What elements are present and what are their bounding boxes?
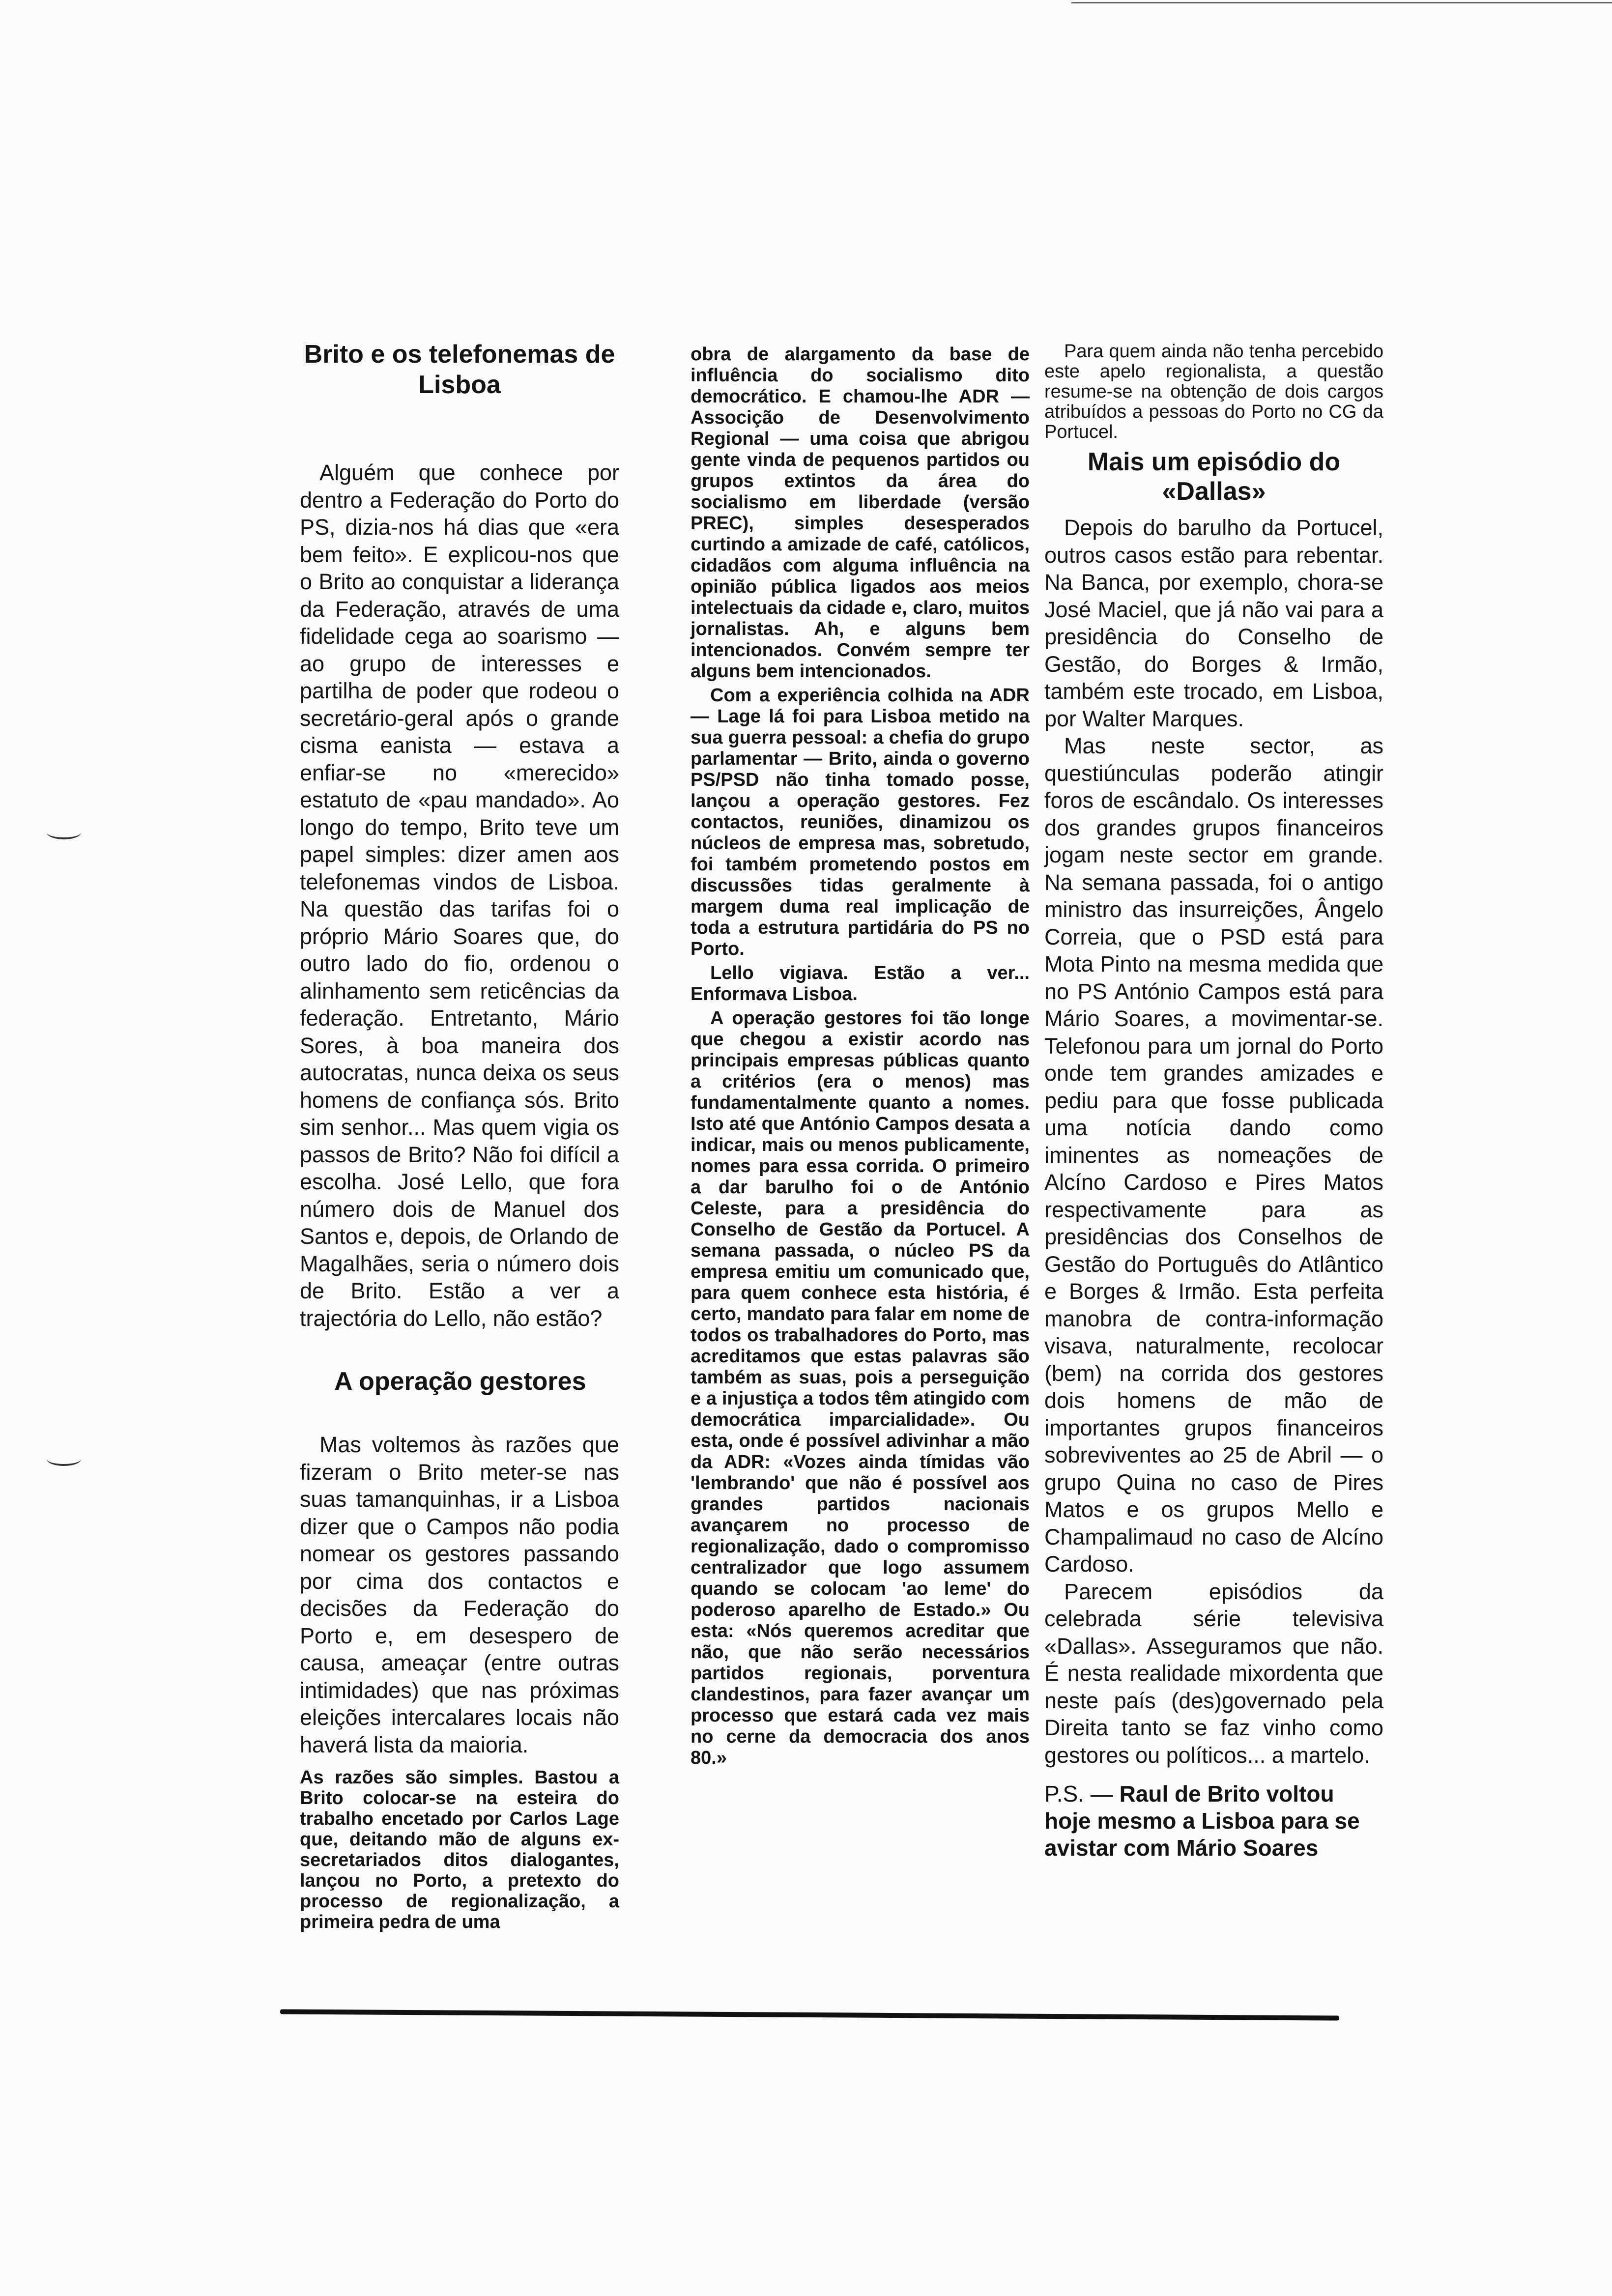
punch-hole-mark (47, 826, 81, 839)
article-column-1 (300, 339, 619, 1932)
postscript-text: Raul de Brito voltou hoje mesmo a Lisboa para se avistar com Mário Soares (1044, 1781, 1360, 1861)
paragraph: As razões são simples. Bastou a Brito colocar-se na esteira do trabalho encetado por Carlos Lage que, deitando mão de alguns ex-secretariados ditos dialogantes, lançou no Porto, a pretexto do processo de regionalização, a primeira pedra de uma (300, 1767, 619, 1932)
paragraph: Mas neste sector, as questiúnculas poderão atingir foros de escândalo. Os interesses dos grandes grupos financeiros jogam neste sector em grande. Na semana passada, foi o antigo ministro das insurreições, Ângelo Correia, que o PSD está para Mota Pinto na mesma medida que no PS António Campos está para Mário Soares, a movimentar-se. Telefonou para um jornal do Porto onde tem grandes amizades e pediu para que fosse publicada uma notícia dando como iminentes as nomeações de Alcíno Cardoso e Pires Matos respectivamente para as presidências dos Conselhos de Gestão do Português do Atlântico e Borges & Irmão. Esta perfeita manobra de contra-informação visava, naturalmente, recolocar (bem) na corrida dos gestores dois homens de mão de importantes grupos financeiros sobreviventes ao 25 de Abril — o grupo Quina no caso de Pires Matos e os grupos Mello e Champalimaud no caso de Alcíno Cardoso. (1044, 733, 1383, 1577)
paragraph: Para quem ainda não tenha percebido este apelo regionalista, a questão resume-se na obtenção de dois cargos atribuídos a pessoas do Porto no CG da Portucel. (1044, 341, 1383, 442)
subhead-operacao-gestores: A operação gestores (334, 1367, 586, 1396)
postscript-label: P.S. — (1044, 1781, 1113, 1807)
punch-hole-mark (47, 1452, 81, 1466)
paragraph: Depois do barulho da Portucel, outros casos estão para rebentar. Na Banca, por exemplo, chora-se José Maciel, que já não vai para a presidência do Conselho de Gestão, do Borges & Irmão, também este trocado, em Lisboa, por Walter Marques. (1044, 515, 1383, 731)
paragraph: A operação gestores foi tão longe que chegou a existir acordo nas principais empresas públicas quanto a critérios (era o menos) mas fundamentalmente quanto a nomes. Isto até que António Campos desata a indicar, mais ou menos publicamente, nomes para essa corrida. O primeiro a dar barulho foi o de António Celeste, para a presidência do Conselho de Gestão da Portucel. A semana passada, o núcleo PS da empresa emitiu um comunicado que, para quem conhece esta história, é certo, mandato para falar em nome de todos os trabalhadores do Porto, mas acreditamos que estas palavras são também as suas, pois a perseguição e a injustiça a todos têm atingido com democrática imparcialidade». Ou esta, onde é possível adivinhar a mão da ADR: «Vozes ainda tímidas vão 'lembrando' que não é possível aos grandes partidos nacionais avançarem no processo de regionalização, dado o compromisso centralizador que logo assumem quando se colocam 'ao leme' do poderoso aparelho de Estado.» Ou esta: «Nós queremos acreditar que não, que não serão necessários partidos regionais, porventura clandestinos, para fazer avançar um processo que estará cada vez mais no cerne da democracia dos anos 80.» (691, 1008, 1030, 1768)
paragraph: Parecem episódios da celebrada série televisiva «Dallas». Asseguramos que não. É nesta realidade mixordenta que neste país (des)governado pela Direita tanto se faz vinho como gestores ou políticos... a martelo. (1044, 1578, 1383, 1768)
paragraph: Mas voltemos às razões que fizeram o Brito meter-se nas suas tamanquinhas, ir a Lisboa dizer que o Campos não podia nomear os gestores passando por cima dos contactos e decisões da Federação do Porto e, em desespero de causa, ameaçar (entre outras intimidades) que nas próximas eleições intercalares locais não haverá lista da maioria. (300, 1432, 619, 1757)
article-column-2 (691, 344, 1030, 1769)
paragraph: Alguém que conhece por dentro a Federação do Porto do PS, dizia-nos há dias que «era bem feito». E explicou-nos que o Brito ao conquistar a liderança da Federação, através de uma fidelidade cega ao soarismo — ao grupo de interesses e partilha de poder que rodeou o secretário-geral após o grande cisma eanista — estava a enfiar-se no «merecido» estatuto de «pau mandado». Ao longo do tempo, Brito teve um papel simples: dizer amen aos telefonemas vindos de Lisboa. Na questão das tarifas foi o próprio Mário Soares que, do outro lado do fio, ordenou o alinhamento sem reticências da federação. Entretanto, Mário Sores, à boa maneira dos autocratas, nunca deixa os seus homens de confiança sós. Brito sim senhor... Mas quem vigia os passos de Brito? Não foi difícil a escolha. José Lello, que fora número dois de Manuel dos Santos e, depois, de Orlando de Magalhães, seria o número dois de Brito. Estão a ver a trajectória do Lello, não estão? (300, 460, 619, 1331)
paragraph: Com a experiência colhida na ADR — Lage lá foi para Lisboa metido na sua guerra pessoal: a chefia do grupo parlamentar — Brito, ainda o governo PS/PSD não tinha tomado posse, lançou a operação gestores. Fez contactos, reuniões, dinamizou os núcleos de empresa mas, sobretudo, foi também prometendo postos em discussões tidas geralmente à margem duma real implicação de toda a estrutura partidária do PS no Porto. (691, 685, 1030, 959)
paragraph: obra de alargamento da base de influência do socialismo dito democrático. E chamou-lhe ADR — Associção de Desenvolvimento Regional — uma coisa que abrigou gente vinda de pequenos partidos ou grupos extintos da área do socialismo em liberdade (versão PREC), simples desesperados curtindo a amizade de café, católicos, cidadãos com alguma influência na opinião pública ligados aos meios intelectuais da cidade e, claro, muitos jornalistas. Ah, e alguns bem intencionados. Convém sempre ter alguns bem intencionados. (691, 344, 1030, 682)
scan-edge-line (1071, 2, 1612, 3)
postscript (1044, 1780, 1383, 1862)
article-column-3 (1044, 342, 1383, 1862)
paragraph: Lello vigiava. Estão a ver... Enformava Lisboa. (691, 963, 1030, 1004)
headline-dallas: Mais um episódio do «Dallas» (1087, 448, 1341, 506)
bottom-rule (280, 2009, 1339, 2020)
headline-brito: Brito e os telefonemas de Lisboa (304, 340, 615, 399)
